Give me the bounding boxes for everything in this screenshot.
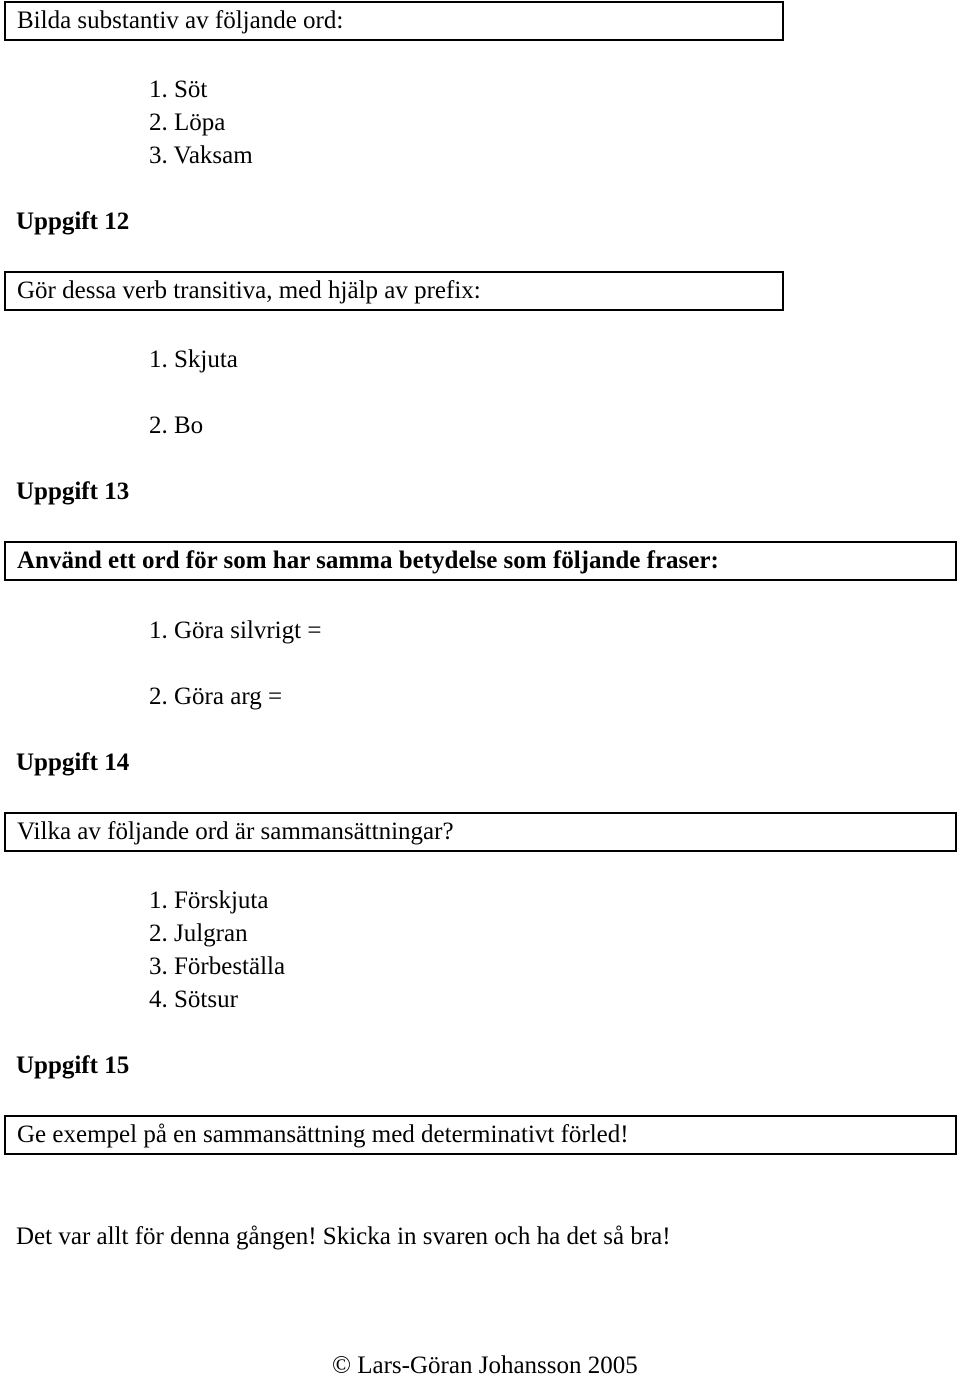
task14-item-3: 3. Förbeställa	[149, 953, 286, 980]
task13-item-1: 1. Göra silvrigt =	[149, 617, 322, 644]
task14-item-4: 4. Sötsur	[149, 986, 238, 1013]
task11-item-3: 3. Vaksam	[149, 142, 253, 169]
task11-prompt: Bilda substantiv av följande ord:	[17, 7, 344, 34]
task14-prompt-box	[4, 812, 957, 852]
task14-prompt: Vilka av följande ord är sammansättningar?	[17, 818, 454, 845]
closing-message: Det var allt för denna gången! Skicka in svaren och ha det så bra!	[16, 1223, 671, 1250]
task13-prompt-box	[4, 541, 957, 581]
task11-prompt-box	[4, 1, 784, 41]
task12-item-2: 2. Bo	[149, 412, 204, 439]
task12-prompt-box	[4, 271, 784, 311]
task12-item-1: 1. Skjuta	[149, 346, 238, 373]
task15-prompt: Ge exempel på en sammansättning med determinativt förled!	[17, 1121, 629, 1148]
task13-prompt: Använd ett ord för som har samma betydelse som följande fraser:	[17, 547, 719, 574]
task11-item-2: 2. Löpa	[149, 109, 226, 136]
task12-prompt: Gör dessa verb transitiva, med hjälp av prefix:	[17, 277, 481, 304]
task13-item-2: 2. Göra arg =	[149, 683, 283, 710]
task14-item-2: 2. Julgran	[149, 920, 248, 947]
task11-item-1: 1. Söt	[149, 76, 208, 103]
task14-heading: Uppgift 14	[16, 749, 130, 776]
task12-heading: Uppgift 12	[16, 208, 130, 235]
task13-heading: Uppgift 13	[16, 478, 130, 505]
copyright-footer: © Lars-Göran Johansson 2005	[332, 1352, 638, 1379]
task14-item-1: 1. Förskjuta	[149, 887, 269, 914]
task15-heading: Uppgift 15	[16, 1052, 130, 1079]
task15-prompt-box	[4, 1115, 957, 1155]
